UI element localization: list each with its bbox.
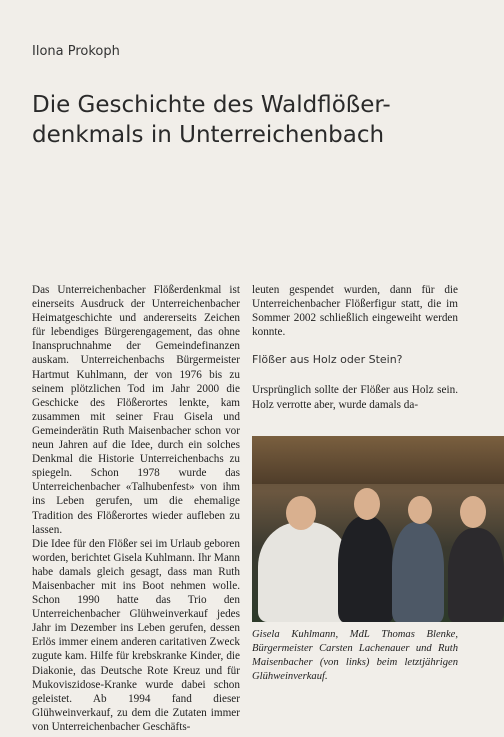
photo-head-2 (354, 488, 380, 520)
left-text-column (32, 283, 240, 734)
photo-head-1 (286, 496, 316, 530)
photo-person-2 (338, 516, 394, 622)
photo-person-3 (392, 522, 444, 622)
photo-head-4 (460, 496, 486, 528)
group-photo (252, 436, 504, 622)
photo-roof (252, 436, 504, 484)
photo-caption: Gisela Kuhlmann, MdL Thomas Blenke, Bürgermeister Carsten Lachenauer und Ruth Maisenbacher (von links) beim letztjährigen Glühweinverkauf. (252, 629, 458, 682)
paragraph: Die Idee für den Flößer sei im Urlaub geboren worden, berichtet Gisela Kuhlmann. Ihr Mann habe damals gleich gesagt, dass man Ruth Maisenbacher mit ins Boot nehmen wolle. Schon 1990 hatte das Trio den Unterreichenbacher Glühweinverkauf jedes Jahr im Dezember ins Leben gerufen, dessen Erlös immer einem anderen caritativen Zweck zugute kam. Hilfe für krebskranke Kinder, die Diakonie, das Deutsche Rote Kreuz und für Mukoviszidose-Kranke wurde dabei schon geleistet. Ab 1994 fand dieser Glühweinverkauf, zu dem die Zutaten immer von Unterreichenbacher Geschäfts- (32, 537, 240, 733)
photo-head-3 (408, 496, 432, 524)
title-line-2: denkmals in Unterreichenbach (32, 122, 385, 148)
author-name: Ilona Prokoph (32, 44, 120, 59)
photo-person-1 (258, 522, 350, 622)
right-text-column (252, 283, 458, 412)
article-title (32, 90, 472, 150)
paragraph: Ursprünglich sollte der Flößer aus Holz sein. Holz verrotte aber, wurde damals da- (252, 384, 458, 411)
title-line-1: Die Geschichte des Waldflößer- (32, 92, 391, 118)
section-subheading: Flößer aus Holz oder Stein? (252, 353, 403, 367)
photo-person-4 (448, 528, 504, 622)
paragraph: Das Unterreichenbacher Flößerdenkmal ist einerseits Ausdruck der Unterreichenbacher Heimatgeschichte und andererseits Zeichen für lebendiges Bürgerengagement, das ohne Inanspruchnahme der Gemeindefinanzen auskam. Unterreichenbachs Bürgermeister Hartmut Kuhlmann, der von 1976 bis zu seinem plötzlichen Tod im Jahr 2000 die Geschicke des Flößerortes lenkte, kam zusammen mit seiner Frau Gisela und Gemeinderätin Ruth Maisenbacher schon vor neun Jahren auf die Idee, durch ein solches Denkmal die Historie Unterreichenbachs zu spiegeln. Schon 1978 wurde das Unterreichenbacher «Talhubenfest» von ihm ins Leben gerufen, um die ehemalige Tradition des Flößerortes wieder aufleben zu lassen. (32, 284, 240, 536)
paragraph: leuten gespendet wurden, dann für die Unterreichenbacher Flößerfigur statt, die im Sommer 2002 schließlich eingeweiht werden konnte. (252, 284, 458, 339)
